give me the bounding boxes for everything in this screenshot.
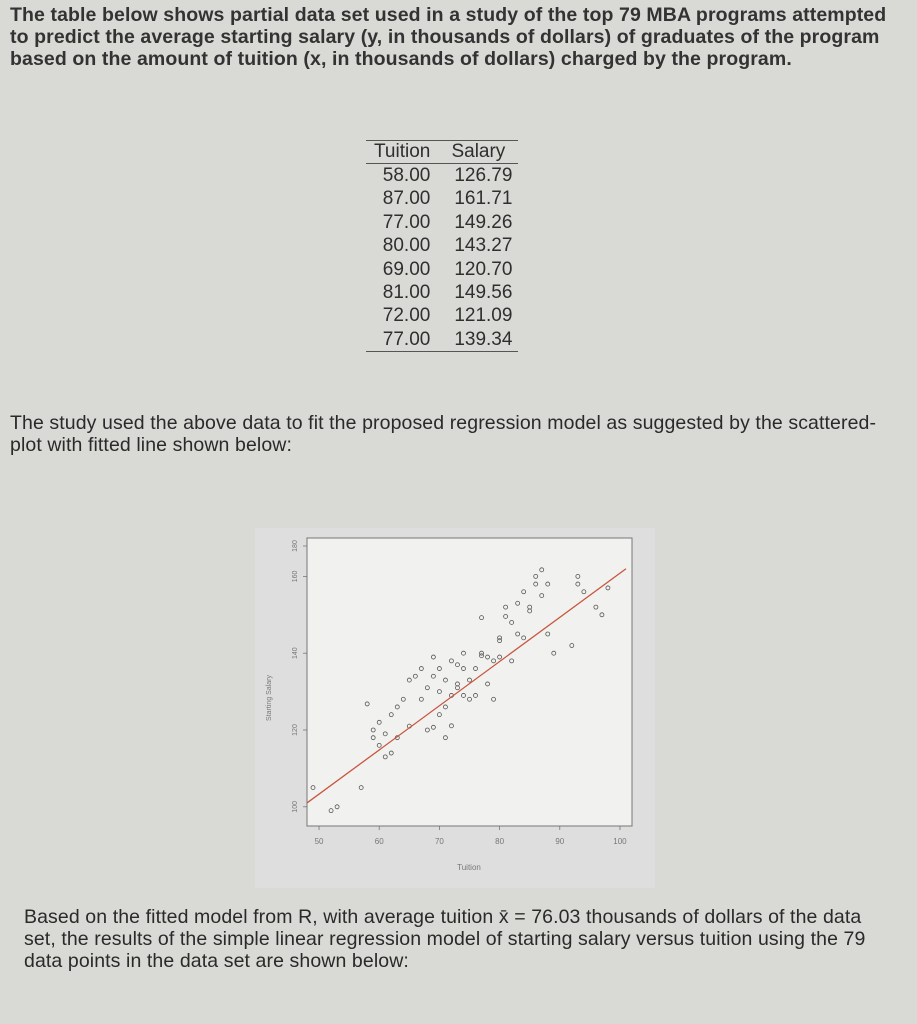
y-tick-label: 100 bbox=[292, 800, 299, 813]
cell-salary: 149.26 bbox=[454, 211, 513, 233]
table-row bbox=[366, 211, 518, 234]
table-row bbox=[366, 164, 518, 188]
x-tick-label: 70 bbox=[434, 837, 444, 846]
cell-tuition: 81.00 bbox=[382, 282, 431, 304]
cell-tuition: 58.00 bbox=[382, 165, 431, 186]
table-header-row bbox=[366, 141, 518, 164]
cell-salary: 143.27 bbox=[454, 235, 513, 257]
y-tick-label: 120 bbox=[292, 724, 299, 736]
cell-salary: 161.71 bbox=[454, 188, 513, 210]
table-row bbox=[366, 328, 518, 352]
x-axis-label: Tuition bbox=[457, 863, 481, 872]
y-axis-label: Starting Salary bbox=[266, 675, 273, 721]
cell-salary: 139.34 bbox=[436, 328, 518, 352]
header-tuition: Tuition bbox=[366, 141, 436, 164]
table-row bbox=[366, 234, 518, 257]
cell-salary: 121.09 bbox=[454, 305, 513, 327]
scatter-plot bbox=[255, 528, 655, 888]
cell-salary: 126.79 bbox=[454, 165, 513, 186]
x-tick-label: 90 bbox=[555, 837, 565, 846]
table-row bbox=[366, 187, 518, 210]
y-tick-label: 180 bbox=[292, 540, 299, 552]
x-tick-label: 50 bbox=[314, 837, 324, 846]
cell-tuition: 77.00 bbox=[366, 328, 436, 352]
table-row bbox=[366, 258, 518, 281]
cell-salary: 149.56 bbox=[454, 282, 513, 304]
intro-paragraph: The table below shows partial data set used in a study of the top 79 MBA programs attempted to predict the average starting salary (y, in thousands of dollars) of graduates of the program based on the amount of tuition (x, in thousands of dollars) charged by the program. bbox=[10, 4, 887, 70]
y-tick-label: 160 bbox=[292, 570, 299, 583]
table-row bbox=[366, 304, 518, 327]
header-salary: Salary bbox=[436, 141, 518, 164]
y-tick-label: 140 bbox=[292, 647, 299, 660]
x-tick-label: 100 bbox=[613, 837, 627, 846]
cell-tuition: 69.00 bbox=[382, 258, 431, 280]
cell-salary: 120.70 bbox=[454, 258, 513, 280]
cell-tuition: 72.00 bbox=[382, 305, 431, 327]
table-row bbox=[366, 281, 518, 304]
x-tick-label: 80 bbox=[495, 837, 505, 846]
cell-tuition: 80.00 bbox=[382, 235, 431, 257]
bottom-paragraph: Based on the fitted model from R, with average tuition x̄ = 76.03 thousands of dollars of the data set, the results of the simple linear regression model of starting salary versus tuition using the 79 data points in the data set are shown below: bbox=[24, 906, 866, 972]
cell-tuition: 87.00 bbox=[382, 188, 431, 210]
data-table bbox=[366, 140, 518, 352]
cell-tuition: 77.00 bbox=[382, 211, 431, 233]
x-tick-label: 60 bbox=[374, 837, 384, 846]
mid-paragraph: The study used the above data to fit the proposed regression model as suggested by the scattered-plot with fitted line shown below: bbox=[10, 412, 877, 456]
